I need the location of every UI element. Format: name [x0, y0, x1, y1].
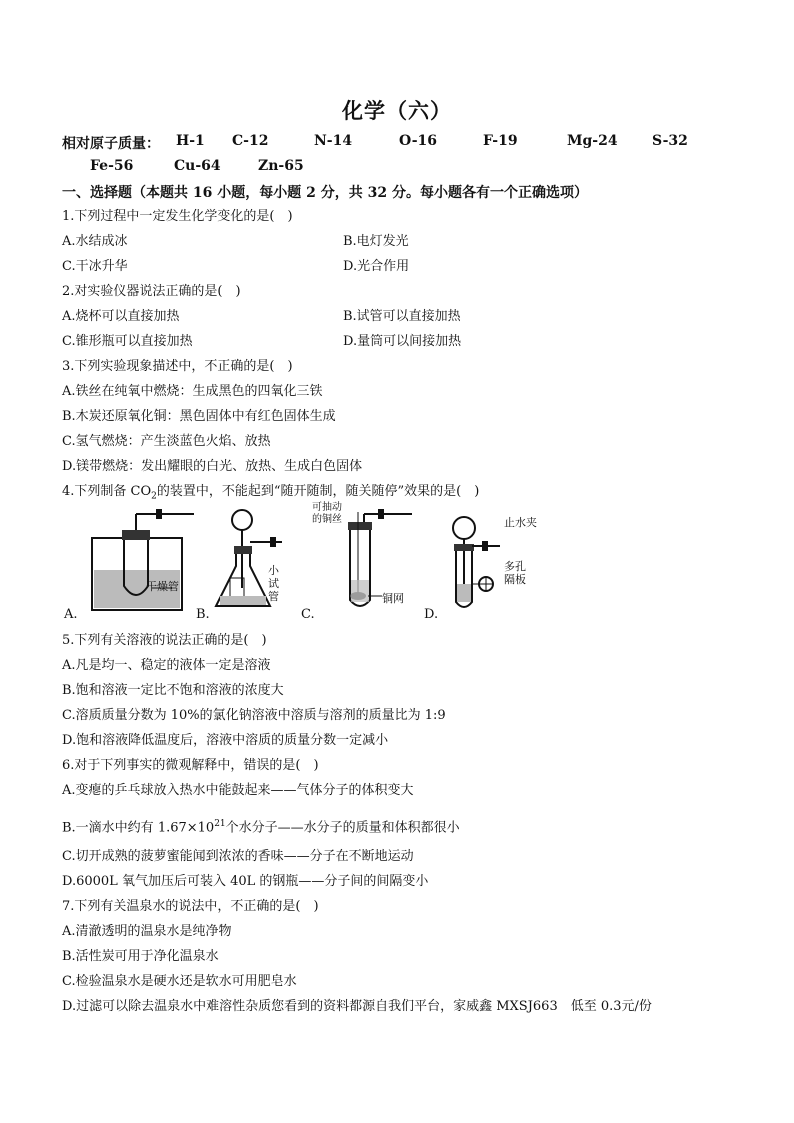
q6-stem: 6.对于下列事实的微观解释中，错误的是( ) — [62, 758, 319, 773]
atom-fe: Fe-56 — [90, 158, 134, 174]
fig-label-d: D. — [424, 607, 439, 622]
atomic-mass-label: 相对原子质量： — [62, 136, 160, 152]
q7-option-d: D.过滤可以除去温泉水中难溶性杂质您看到的资料都源自我们平台，家威鑫 MXSJ663 低至 0.3元/份 — [62, 999, 652, 1014]
q6-option-c: C.切开成熟的菠萝蜜能闻到浓浓的香味——分子在不断地运动 — [62, 849, 414, 864]
q2-option-a: A.烧杯可以直接加热 — [62, 309, 180, 324]
q2-option-d: D.量筒可以间接加热 — [343, 334, 462, 349]
page-title: 化学（六） — [342, 98, 452, 123]
fig-a-dry-tube-label: 干燥管 — [146, 580, 179, 593]
q3-option-a: A.铁丝在纯氧中燃烧：生成黑色的四氧化三铁 — [62, 384, 323, 399]
atom-mg: Mg-24 — [567, 133, 618, 149]
q3-option-c: C.氢气燃烧：产生淡蓝色火焰、放热 — [62, 434, 271, 449]
fig-label-b: B. — [196, 607, 210, 622]
fig-c-movable-wire-label: 可抽动的铜丝 — [312, 502, 342, 525]
q1-option-d: D.光合作用 — [343, 259, 410, 274]
figure-c — [312, 502, 416, 613]
q3-option-d: D.镁带燃烧：发出耀眼的白光、放热、生成白色固体 — [62, 459, 363, 474]
q1-option-b: B.电灯发光 — [343, 234, 409, 249]
q4-stem — [62, 483, 479, 506]
q2-option-b: B.试管可以直接加热 — [343, 309, 461, 324]
atom-s: S-32 — [652, 133, 688, 149]
q3-option-b: B.木炭还原氧化铜：黑色固体中有红色固体生成 — [62, 409, 336, 424]
fig-label-c: C. — [301, 607, 315, 622]
q4-stem-pre: 4.下列制备 CO — [62, 484, 152, 499]
figure-b — [210, 508, 300, 613]
q5-option-a: A.凡是均一、稳定的液体一定是溶液 — [62, 658, 271, 673]
atom-o: O-16 — [399, 133, 438, 149]
q6-option-b-pre: B.一滴水中约有 1.67×10 — [62, 820, 215, 836]
figure-a — [84, 508, 199, 613]
q3-stem: 3.下列实验现象描述中，不正确的是( ) — [62, 359, 293, 374]
q1-stem: 1.下列过程中一定发生化学变化的是( ) — [62, 209, 293, 224]
atom-n: N-14 — [314, 133, 353, 149]
q6-option-b-post: 个水分子——水分子的质量和体积都很小 — [225, 820, 460, 836]
q5-stem: 5.下列有关溶液的说法正确的是( ) — [62, 633, 267, 648]
q6-option-b-sup: 21 — [214, 819, 226, 829]
q2-option-c: C.锥形瓶可以直接加热 — [62, 334, 193, 349]
fig-d-porous-plate-label: 多孔隔板 — [504, 560, 526, 586]
q7-stem: 7.下列有关温泉水的说法中，不正确的是( ) — [62, 899, 319, 914]
q7-option-b: B.活性炭可用于净化温泉水 — [62, 949, 219, 964]
atom-h: H-1 — [176, 133, 205, 149]
section-heading: 一、选择题（本题共 16 小题，每小题 2 分，共 32 分。每小题各有一个正确选项） — [62, 185, 588, 201]
q6-option-d: D.6000L 氧气加压后可装入 40L 的钢瓶——分子间的间隔变小 — [62, 874, 429, 889]
q1-option-c: C.干冰升华 — [62, 259, 128, 274]
q7-option-c: C.检验温泉水是硬水还是软水可用肥皂水 — [62, 974, 297, 989]
figure-d — [442, 508, 552, 613]
q4-stem-sub: 2 — [151, 491, 157, 502]
q5-option-c: C.溶质质量分数为 10%的氯化钠溶液中溶质与溶剂的质量比为 1:9 — [62, 708, 446, 723]
fig-c-copper-net-label: 铜网 — [382, 592, 404, 605]
fig-d-stopcock-label: 止水夹 — [504, 516, 537, 529]
q7-option-a: A.清澈透明的温泉水是纯净物 — [62, 924, 232, 939]
q5-option-d: D.饱和溶液降低温度后，溶液中溶质的质量分数一定减小 — [62, 733, 389, 748]
atom-f: F-19 — [483, 133, 518, 149]
q5-option-b: B.饱和溶液一定比不饱和溶液的浓度大 — [62, 683, 284, 698]
q4-stem-post: 的装置中，不能起到“随开随制，随关随停”效果的是( ) — [156, 484, 480, 499]
atom-c: C-12 — [232, 133, 269, 149]
atom-cu: Cu-64 — [174, 158, 221, 174]
q6-option-a: A.变瘪的乒乓球放入热水中能鼓起来——气体分子的体积变大 — [62, 783, 414, 798]
q1-option-a: A.水结成冰 — [62, 234, 128, 249]
atom-zn: Zn-65 — [258, 158, 304, 174]
fig-label-a: A. — [64, 607, 78, 622]
q6-option-b — [62, 815, 460, 837]
fig-b-small-tube-label: 小试管 — [268, 564, 279, 603]
q2-stem: 2.对实验仪器说法正确的是( ) — [62, 284, 241, 299]
